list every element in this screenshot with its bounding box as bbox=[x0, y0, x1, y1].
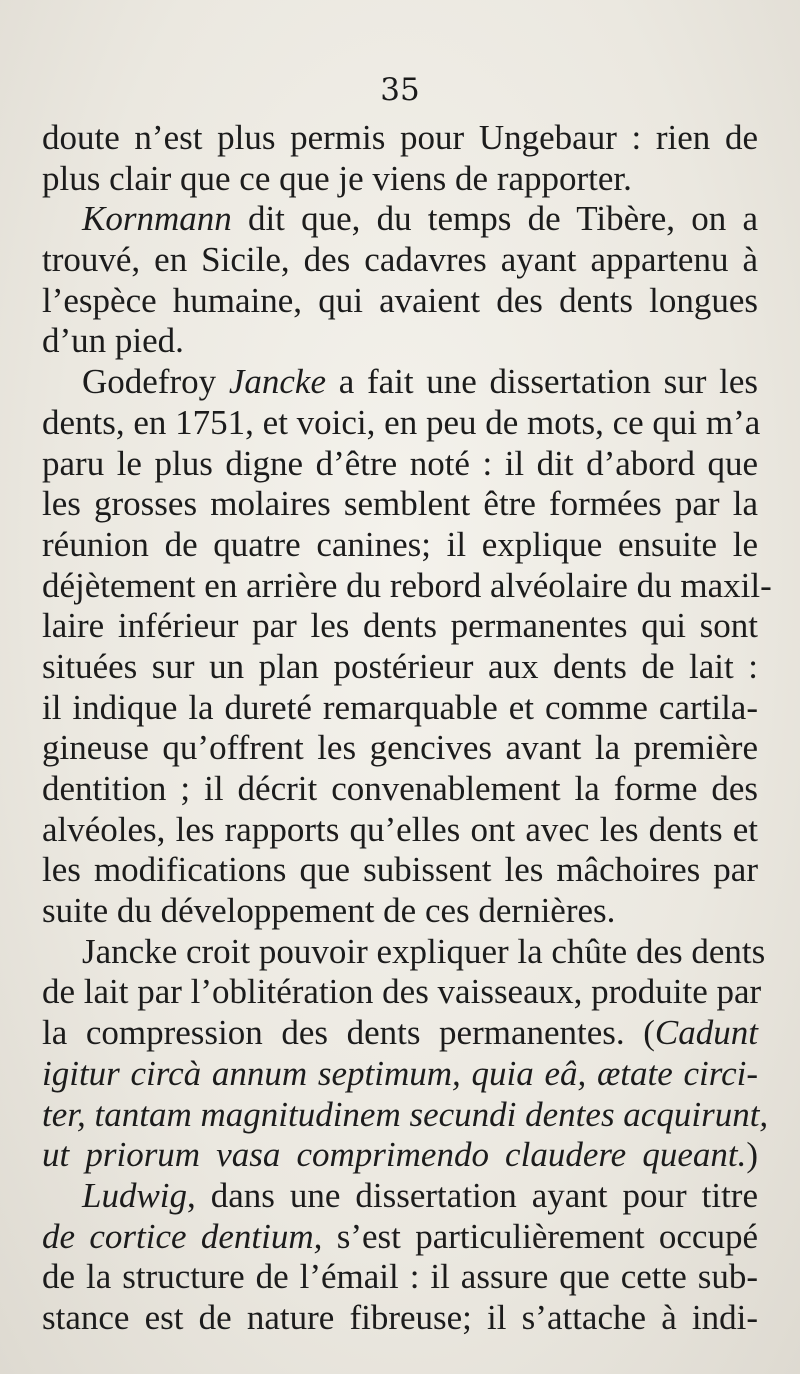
text-line bbox=[42, 159, 758, 200]
text-line bbox=[42, 728, 758, 769]
text-segment: suite du développement de ces dernières. bbox=[42, 891, 616, 931]
text-line bbox=[42, 362, 758, 403]
text-segment: laire inférieur par les dents permanentes qui sont bbox=[42, 606, 758, 646]
text-segment: l’espèce humaine, qui avaient des dents longues bbox=[42, 280, 758, 320]
text-line bbox=[42, 1257, 758, 1298]
italic-text-segment: de cortice dentium, bbox=[42, 1216, 323, 1256]
text-segment: les modifications que subissent les mâchoires par bbox=[42, 850, 758, 890]
text-segment: , dans une dissertation ayant pour titre bbox=[187, 1175, 758, 1215]
text-line bbox=[42, 931, 766, 973]
body-text bbox=[42, 118, 772, 1339]
text-line bbox=[42, 402, 761, 444]
text-line bbox=[42, 444, 758, 485]
text-line bbox=[42, 1176, 758, 1217]
text-line bbox=[42, 769, 758, 810]
text-segment: paru le plus digne d’être noté : il dit d’abord que bbox=[42, 443, 758, 483]
text-line bbox=[42, 606, 758, 647]
italic-text-segment: Ludwig bbox=[82, 1175, 188, 1215]
text-line bbox=[42, 810, 758, 851]
italic-text-segment: ter, tantam magnitudinem secundi dentes acquirunt, bbox=[42, 1094, 769, 1134]
text-segment: Jancke croit pouvoir expliquer la chûte des dents bbox=[82, 931, 766, 971]
italic-text-segment: Jancke bbox=[228, 362, 326, 402]
text-line bbox=[42, 688, 758, 729]
text-segment: plus clair que ce que je viens de rapporter. bbox=[42, 158, 632, 198]
text-segment: la compression des dents permanentes. ( bbox=[42, 1013, 655, 1053]
text-segment: les grosses molaires semblent être formées par la bbox=[42, 484, 758, 524]
text-line bbox=[42, 1135, 758, 1176]
text-segment: ) bbox=[746, 1135, 758, 1175]
text-segment: dit que, du temps de Tibère, on a bbox=[231, 199, 758, 239]
text-segment: alvéoles, les rapports qu’elles ont avec les dents et bbox=[42, 809, 758, 849]
text-line bbox=[42, 1217, 758, 1258]
text-segment: trouvé, en Sicile, des cadavres ayant appartenu à bbox=[42, 240, 758, 280]
text-segment: Godefroy bbox=[82, 362, 229, 402]
text-line bbox=[42, 1298, 758, 1339]
text-line bbox=[42, 1094, 769, 1136]
text-segment: d’un pied. bbox=[42, 321, 184, 361]
text-segment: doute n’est plus permis pour Ungebaur : rien de bbox=[42, 118, 758, 157]
text-segment: a fait une dissertation sur les bbox=[325, 362, 758, 402]
italic-text-segment: Cadunt bbox=[654, 1013, 758, 1053]
text-segment: de lait par l’oblitération des vaisseaux, produite par bbox=[42, 972, 762, 1012]
page-number: 35 bbox=[380, 72, 420, 108]
text-line bbox=[42, 1054, 758, 1095]
text-line bbox=[42, 972, 762, 1013]
text-segment: dents, en 1751, et voici, en peu de mots, ce qui m’a bbox=[42, 402, 761, 442]
text-line bbox=[42, 891, 758, 932]
text-line bbox=[42, 484, 758, 525]
text-line bbox=[42, 1013, 758, 1054]
text-segment: il indique la dureté remarquable et comme cartila- bbox=[42, 687, 758, 727]
text-segment: dentition ; il décrit convenablement la forme des bbox=[42, 769, 758, 808]
text-line bbox=[42, 525, 758, 566]
italic-text-segment: igitur circà annum septimum, quia eâ, ætate circi- bbox=[42, 1053, 758, 1093]
text-segment: réunion de quatre canines; il explique ensuite le bbox=[42, 524, 758, 564]
text-line bbox=[42, 281, 758, 322]
text-line bbox=[42, 199, 758, 240]
text-segment: de la structure de l’émail : il assure que cette sub- bbox=[42, 1257, 758, 1297]
italic-text-segment: Kornmann bbox=[82, 199, 232, 239]
italic-text-segment: ut priorum vasa comprimendo claudere queant. bbox=[42, 1135, 747, 1175]
text-line bbox=[42, 240, 758, 281]
text-line bbox=[42, 647, 758, 688]
text-segment: gineuse qu’offrent les gencives avant la première bbox=[42, 728, 758, 768]
text-line bbox=[42, 321, 758, 362]
text-line bbox=[42, 850, 758, 891]
text-segment: s’est particulièrement occupé bbox=[322, 1216, 759, 1256]
text-segment: stance est de nature fibreuse; il s’attache à indi- bbox=[42, 1297, 758, 1337]
text-segment: déjètement en arrière du rebord alvéolaire du maxil- bbox=[42, 565, 772, 605]
text-line bbox=[42, 118, 758, 159]
text-segment: situées sur un plan postérieur aux dents de lait : bbox=[42, 646, 758, 686]
text-line bbox=[42, 565, 772, 607]
